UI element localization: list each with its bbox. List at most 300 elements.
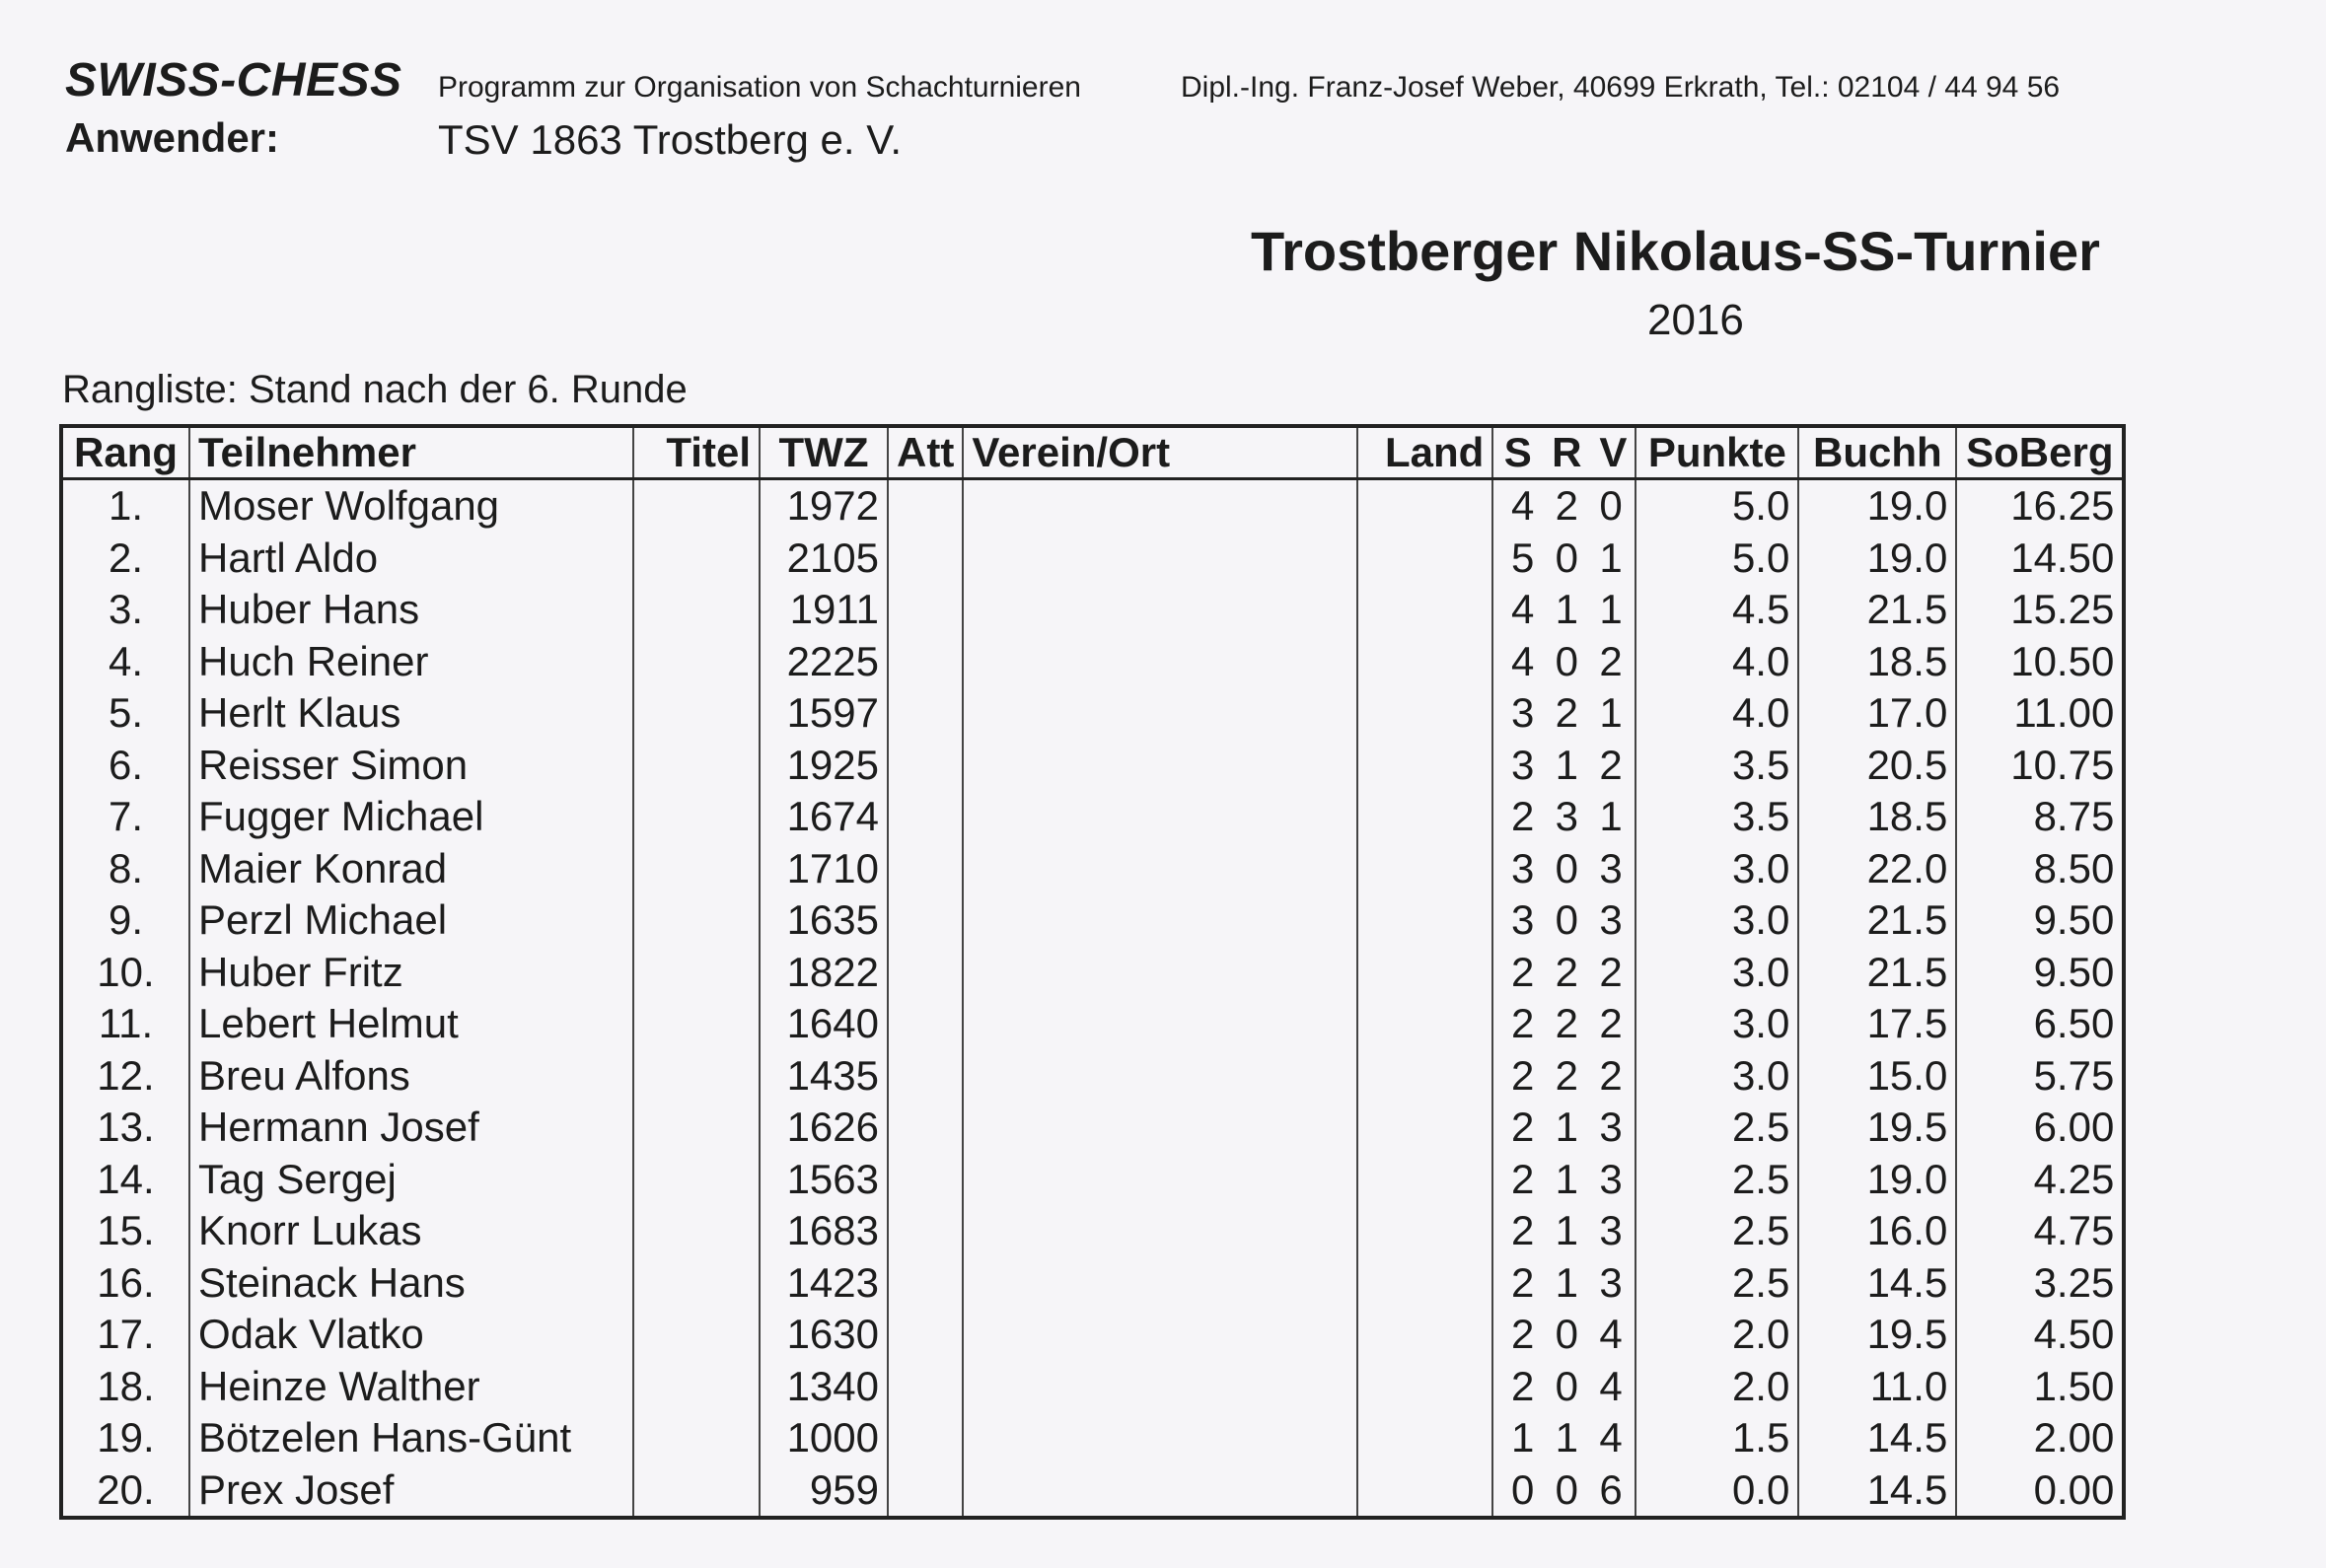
- cell-rang: 6.: [61, 740, 189, 792]
- table-row: [61, 1205, 2124, 1257]
- cell-land: [1357, 1205, 1492, 1257]
- standings-caption: Rangliste: Stand nach der 6. Runde: [62, 368, 688, 411]
- cell-titel: [633, 894, 760, 947]
- author-contact: Dipl.-Ing. Franz-Josef Weber, 40699 Erkrath, Tel.: 02104 / 44 94 56: [1181, 71, 2061, 104]
- brand-title: SWISS-CHESS: [65, 54, 402, 107]
- cell-titel: [633, 998, 760, 1050]
- table-row: [61, 947, 2124, 999]
- cell-twz: 1626: [760, 1102, 888, 1154]
- cell-buchh: 21.5: [1798, 947, 1956, 999]
- cell-titel: [633, 1102, 760, 1154]
- cell-verein: [963, 740, 1357, 792]
- cell-name: Lebert Helmut: [189, 998, 633, 1050]
- cell-r: 1: [1555, 1155, 1578, 1202]
- cell-v: 2: [1591, 998, 1635, 1050]
- cell-land: [1357, 1050, 1492, 1103]
- col-header-rang: Rang: [61, 426, 189, 479]
- standings-table: [59, 424, 2126, 1520]
- cell-verein: [963, 1205, 1357, 1257]
- table-row: [61, 740, 2124, 792]
- cell-titel: [633, 1412, 760, 1464]
- cell-att: [888, 1361, 963, 1413]
- cell-name: Hermann Josef: [189, 1102, 633, 1154]
- cell-rang: 13.: [61, 1102, 189, 1154]
- cell-name: Bötzelen Hans-Günt: [189, 1412, 633, 1464]
- cell-punkte: 3.0: [1635, 998, 1798, 1050]
- cell-punkte: 2.5: [1635, 1102, 1798, 1154]
- cell-v: 2: [1591, 947, 1635, 999]
- cell-verein: [963, 843, 1357, 895]
- cell-s: 2: [1492, 1102, 1542, 1154]
- cell-verein: [963, 584, 1357, 636]
- cell-twz: 1640: [760, 998, 888, 1050]
- cell-rang: 10.: [61, 947, 189, 999]
- cell-v: 1: [1591, 584, 1635, 636]
- cell-soberg: 4.25: [1956, 1154, 2124, 1206]
- cell-punkte: 2.5: [1635, 1205, 1798, 1257]
- cell-v: 2: [1591, 1050, 1635, 1103]
- cell-verein: [963, 947, 1357, 999]
- cell-punkte: 4.5: [1635, 584, 1798, 636]
- cell-land: [1357, 1154, 1492, 1206]
- table-row: [61, 1102, 2124, 1154]
- cell-s: 2: [1492, 1309, 1542, 1361]
- cell-r: 2: [1555, 482, 1578, 530]
- cell-att: [888, 636, 963, 688]
- cell-r: 3: [1555, 793, 1578, 840]
- cell-verein: [963, 1464, 1357, 1519]
- cell-verein: [963, 791, 1357, 843]
- cell-titel: [633, 947, 760, 999]
- cell-buchh: 11.0: [1798, 1361, 1956, 1413]
- cell-buchh: 19.0: [1798, 479, 1956, 533]
- cell-buchh: 21.5: [1798, 584, 1956, 636]
- cell-buchh: 19.0: [1798, 533, 1956, 585]
- cell-verein: [963, 1102, 1357, 1154]
- cell-att: [888, 1205, 963, 1257]
- table-row: [61, 584, 2124, 636]
- table-row: [61, 791, 2124, 843]
- cell-rang: 1.: [61, 479, 189, 533]
- cell-punkte: 2.5: [1635, 1154, 1798, 1206]
- program-description: Programm zur Organisation von Schachturnieren: [438, 71, 1081, 104]
- cell-land: [1357, 479, 1492, 533]
- table-row: [61, 1050, 2124, 1103]
- cell-r: 0: [1555, 1311, 1578, 1358]
- cell-r: 2: [1555, 689, 1578, 737]
- cell-r: 1: [1555, 1258, 1578, 1306]
- cell-v: 3: [1591, 843, 1635, 895]
- cell-r: 0: [1555, 637, 1578, 684]
- cell-verein: [963, 998, 1357, 1050]
- cell-twz: 1822: [760, 947, 888, 999]
- cell-land: [1357, 1412, 1492, 1464]
- cell-twz: 1597: [760, 687, 888, 740]
- cell-soberg: 6.00: [1956, 1102, 2124, 1154]
- cell-twz: 1972: [760, 479, 888, 533]
- cell-titel: [633, 1257, 760, 1310]
- cell-v: 1: [1591, 533, 1635, 585]
- cell-name: Breu Alfons: [189, 1050, 633, 1103]
- cell-verein: [963, 1361, 1357, 1413]
- cell-r: 1: [1555, 741, 1578, 788]
- cell-soberg: 9.50: [1956, 947, 2124, 999]
- cell-name: Maier Konrad: [189, 843, 633, 895]
- cell-rang: 14.: [61, 1154, 189, 1206]
- table-row: [61, 843, 2124, 895]
- cell-v: 4: [1591, 1309, 1635, 1361]
- cell-name: Fugger Michael: [189, 791, 633, 843]
- cell-att: [888, 687, 963, 740]
- cell-att: [888, 843, 963, 895]
- cell-buchh: 18.5: [1798, 636, 1956, 688]
- cell-r: 2: [1555, 948, 1578, 995]
- cell-titel: [633, 687, 760, 740]
- col-header-punkte: Punkte: [1635, 426, 1798, 479]
- cell-buchh: 16.0: [1798, 1205, 1956, 1257]
- cell-name: Prex Josef: [189, 1464, 633, 1519]
- cell-twz: 2105: [760, 533, 888, 585]
- cell-att: [888, 998, 963, 1050]
- cell-soberg: 3.25: [1956, 1257, 2124, 1310]
- cell-land: [1357, 1309, 1492, 1361]
- cell-r: 1: [1555, 1104, 1578, 1151]
- cell-twz: 1683: [760, 1205, 888, 1257]
- cell-verein: [963, 1050, 1357, 1103]
- cell-soberg: 8.75: [1956, 791, 2124, 843]
- cell-s: 2: [1492, 1361, 1542, 1413]
- cell-att: [888, 740, 963, 792]
- cell-s: 2: [1492, 1205, 1542, 1257]
- cell-soberg: 2.00: [1956, 1412, 2124, 1464]
- cell-punkte: 5.0: [1635, 533, 1798, 585]
- cell-punkte: 4.0: [1635, 636, 1798, 688]
- cell-twz: 1911: [760, 584, 888, 636]
- cell-titel: [633, 740, 760, 792]
- cell-verein: [963, 687, 1357, 740]
- cell-v: 0: [1591, 479, 1635, 533]
- cell-titel: [633, 1309, 760, 1361]
- cell-name: Perzl Michael: [189, 894, 633, 947]
- table-row: [61, 894, 2124, 947]
- cell-soberg: 8.50: [1956, 843, 2124, 895]
- cell-land: [1357, 740, 1492, 792]
- cell-verein: [963, 533, 1357, 585]
- cell-name: Huber Hans: [189, 584, 633, 636]
- cell-titel: [633, 791, 760, 843]
- cell-s: 2: [1492, 1154, 1542, 1206]
- cell-titel: [633, 584, 760, 636]
- cell-r: 2: [1555, 1051, 1578, 1099]
- cell-titel: [633, 636, 760, 688]
- cell-titel: [633, 843, 760, 895]
- cell-land: [1357, 584, 1492, 636]
- cell-punkte: 1.5: [1635, 1412, 1798, 1464]
- cell-att: [888, 1309, 963, 1361]
- cell-punkte: 3.0: [1635, 947, 1798, 999]
- table-row: [61, 636, 2124, 688]
- cell-s: 5: [1492, 533, 1542, 585]
- cell-soberg: 4.50: [1956, 1309, 2124, 1361]
- cell-verein: [963, 636, 1357, 688]
- standings-rows: [61, 479, 2124, 1519]
- cell-land: [1357, 791, 1492, 843]
- table-row: [61, 687, 2124, 740]
- cell-twz: 959: [760, 1464, 888, 1519]
- cell-rang: 18.: [61, 1361, 189, 1413]
- cell-buchh: 19.5: [1798, 1102, 1956, 1154]
- cell-soberg: 10.75: [1956, 740, 2124, 792]
- cell-v: 2: [1591, 740, 1635, 792]
- cell-rang: 5.: [61, 687, 189, 740]
- cell-buchh: 15.0: [1798, 1050, 1956, 1103]
- cell-soberg: 5.75: [1956, 1050, 2124, 1103]
- cell-s: 3: [1492, 740, 1542, 792]
- cell-buchh: 14.5: [1798, 1412, 1956, 1464]
- cell-rang: 7.: [61, 791, 189, 843]
- col-header-s: S: [1492, 426, 1542, 479]
- cell-name: Tag Sergej: [189, 1154, 633, 1206]
- cell-soberg: 6.50: [1956, 998, 2124, 1050]
- cell-twz: 1710: [760, 843, 888, 895]
- cell-s: 2: [1492, 947, 1542, 999]
- cell-s: 4: [1492, 479, 1542, 533]
- col-header-verein: Verein/Ort: [963, 426, 1357, 479]
- cell-s: 0: [1492, 1464, 1542, 1519]
- cell-soberg: 10.50: [1956, 636, 2124, 688]
- cell-v: 4: [1591, 1412, 1635, 1464]
- cell-name: Steinack Hans: [189, 1257, 633, 1310]
- cell-twz: 1435: [760, 1050, 888, 1103]
- table-row: [61, 998, 2124, 1050]
- cell-s: 2: [1492, 791, 1542, 843]
- cell-punkte: 4.0: [1635, 687, 1798, 740]
- cell-rang: 12.: [61, 1050, 189, 1103]
- cell-land: [1357, 687, 1492, 740]
- cell-buchh: 17.5: [1798, 998, 1956, 1050]
- col-header-land: Land: [1357, 426, 1492, 479]
- cell-r: 1: [1555, 1207, 1578, 1254]
- cell-punkte: 3.5: [1635, 791, 1798, 843]
- table-row: [61, 1309, 2124, 1361]
- cell-rang: 2.: [61, 533, 189, 585]
- cell-punkte: 3.5: [1635, 740, 1798, 792]
- cell-att: [888, 1050, 963, 1103]
- cell-s: 3: [1492, 894, 1542, 947]
- cell-r: 1: [1555, 586, 1578, 633]
- cell-rang: 19.: [61, 1412, 189, 1464]
- cell-s: 2: [1492, 998, 1542, 1050]
- cell-r: 0: [1555, 1362, 1578, 1409]
- cell-twz: 1340: [760, 1361, 888, 1413]
- cell-att: [888, 947, 963, 999]
- cell-punkte: 3.0: [1635, 1050, 1798, 1103]
- cell-name: Heinze Walther: [189, 1361, 633, 1413]
- cell-rang: 16.: [61, 1257, 189, 1310]
- cell-verein: [963, 894, 1357, 947]
- cell-land: [1357, 843, 1492, 895]
- col-header-buchh: Buchh: [1798, 426, 1956, 479]
- col-header-titel: Titel: [633, 426, 760, 479]
- user-label: Anwender:: [65, 114, 280, 161]
- cell-att: [888, 584, 963, 636]
- cell-titel: [633, 1361, 760, 1413]
- cell-att: [888, 1102, 963, 1154]
- cell-att: [888, 1464, 963, 1519]
- cell-buchh: 18.5: [1798, 791, 1956, 843]
- cell-punkte: 2.0: [1635, 1309, 1798, 1361]
- cell-twz: 1423: [760, 1257, 888, 1310]
- cell-att: [888, 1257, 963, 1310]
- col-header-att: Att: [888, 426, 963, 479]
- cell-soberg: 1.50: [1956, 1361, 2124, 1413]
- cell-r: 2: [1555, 1000, 1578, 1047]
- cell-land: [1357, 1361, 1492, 1413]
- cell-buchh: 21.5: [1798, 894, 1956, 947]
- cell-soberg: 9.50: [1956, 894, 2124, 947]
- table-row: [61, 479, 2124, 533]
- cell-soberg: 16.25: [1956, 479, 2124, 533]
- table-row: [61, 533, 2124, 585]
- cell-name: Reisser Simon: [189, 740, 633, 792]
- cell-land: [1357, 998, 1492, 1050]
- cell-s: 3: [1492, 687, 1542, 740]
- cell-buchh: 19.5: [1798, 1309, 1956, 1361]
- cell-name: Hartl Aldo: [189, 533, 633, 585]
- cell-land: [1357, 1464, 1492, 1519]
- cell-s: 1: [1492, 1412, 1542, 1464]
- cell-s: 4: [1492, 636, 1542, 688]
- cell-rang: 9.: [61, 894, 189, 947]
- user-value: TSV 1863 Trostberg e. V.: [438, 116, 903, 163]
- cell-land: [1357, 947, 1492, 999]
- cell-titel: [633, 1050, 760, 1103]
- cell-v: 3: [1591, 894, 1635, 947]
- cell-s: 4: [1492, 584, 1542, 636]
- cell-punkte: 3.0: [1635, 843, 1798, 895]
- cell-v: 2: [1591, 636, 1635, 688]
- cell-v: 4: [1591, 1361, 1635, 1413]
- cell-soberg: 0.00: [1956, 1464, 2124, 1519]
- table-row: [61, 1257, 2124, 1310]
- cell-soberg: 11.00: [1956, 687, 2124, 740]
- cell-titel: [633, 1464, 760, 1519]
- cell-s: 3: [1492, 843, 1542, 895]
- cell-name: Knorr Lukas: [189, 1205, 633, 1257]
- table-row: [61, 1154, 2124, 1206]
- cell-att: [888, 894, 963, 947]
- table-row: [61, 1412, 2124, 1464]
- cell-land: [1357, 636, 1492, 688]
- cell-twz: 1000: [760, 1412, 888, 1464]
- cell-titel: [633, 533, 760, 585]
- table-row: [61, 1464, 2124, 1519]
- cell-v: 3: [1591, 1257, 1635, 1310]
- cell-land: [1357, 894, 1492, 947]
- cell-rang: 20.: [61, 1464, 189, 1519]
- cell-verein: [963, 1154, 1357, 1206]
- cell-buchh: 14.5: [1798, 1464, 1956, 1519]
- cell-att: [888, 791, 963, 843]
- cell-land: [1357, 1102, 1492, 1154]
- cell-verein: [963, 479, 1357, 533]
- cell-r: 0: [1555, 1465, 1578, 1513]
- cell-v: 3: [1591, 1154, 1635, 1206]
- cell-v: 1: [1591, 687, 1635, 740]
- cell-titel: [633, 1154, 760, 1206]
- cell-titel: [633, 479, 760, 533]
- cell-buchh: 22.0: [1798, 843, 1956, 895]
- cell-twz: 1635: [760, 894, 888, 947]
- cell-att: [888, 1154, 963, 1206]
- cell-name: Herlt Klaus: [189, 687, 633, 740]
- cell-name: Odak Vlatko: [189, 1309, 633, 1361]
- table-row: [61, 1361, 2124, 1413]
- cell-punkte: 0.0: [1635, 1464, 1798, 1519]
- cell-r: 0: [1555, 844, 1578, 891]
- cell-s: 2: [1492, 1257, 1542, 1310]
- cell-punkte: 2.0: [1635, 1361, 1798, 1413]
- cell-rang: 8.: [61, 843, 189, 895]
- cell-r: 1: [1555, 1414, 1578, 1461]
- cell-titel: [633, 1205, 760, 1257]
- cell-att: [888, 479, 963, 533]
- cell-att: [888, 1412, 963, 1464]
- cell-name: Huch Reiner: [189, 636, 633, 688]
- cell-rang: 11.: [61, 998, 189, 1050]
- cell-v: 3: [1591, 1205, 1635, 1257]
- tournament-title: Trostberger Nikolaus-SS-Turnier: [1251, 220, 2100, 282]
- cell-punkte: 2.5: [1635, 1257, 1798, 1310]
- header-row: [61, 426, 2124, 479]
- cell-land: [1357, 533, 1492, 585]
- cell-rang: 17.: [61, 1309, 189, 1361]
- cell-v: 1: [1591, 791, 1635, 843]
- cell-buchh: 19.0: [1798, 1154, 1956, 1206]
- cell-verein: [963, 1309, 1357, 1361]
- cell-name: Moser Wolfgang: [189, 479, 633, 533]
- cell-name: Huber Fritz: [189, 947, 633, 999]
- cell-buchh: 14.5: [1798, 1257, 1956, 1310]
- cell-verein: [963, 1257, 1357, 1310]
- col-header-soberg: SoBerg: [1956, 426, 2124, 479]
- cell-land: [1357, 1257, 1492, 1310]
- cell-twz: 1925: [760, 740, 888, 792]
- tournament-year: 2016: [1647, 296, 1744, 344]
- col-header-v: V: [1591, 426, 1635, 479]
- cell-soberg: 4.75: [1956, 1205, 2124, 1257]
- cell-twz: 1674: [760, 791, 888, 843]
- col-header-twz: TWZ: [760, 426, 888, 479]
- cell-buchh: 17.0: [1798, 687, 1956, 740]
- cell-att: [888, 533, 963, 585]
- cell-r: 0: [1555, 534, 1578, 581]
- cell-verein: [963, 1412, 1357, 1464]
- cell-punkte: 5.0: [1635, 479, 1798, 533]
- cell-twz: 1630: [760, 1309, 888, 1361]
- cell-rang: 3.: [61, 584, 189, 636]
- cell-twz: 2225: [760, 636, 888, 688]
- cell-v: 6: [1591, 1464, 1635, 1519]
- col-header-teilnehmer: Teilnehmer: [189, 426, 633, 479]
- cell-v: 3: [1591, 1102, 1635, 1154]
- cell-s: 2: [1492, 1050, 1542, 1103]
- cell-soberg: 15.25: [1956, 584, 2124, 636]
- cell-punkte: 3.0: [1635, 894, 1798, 947]
- cell-r: 0: [1555, 896, 1578, 944]
- cell-soberg: 14.50: [1956, 533, 2124, 585]
- cell-rang: 4.: [61, 636, 189, 688]
